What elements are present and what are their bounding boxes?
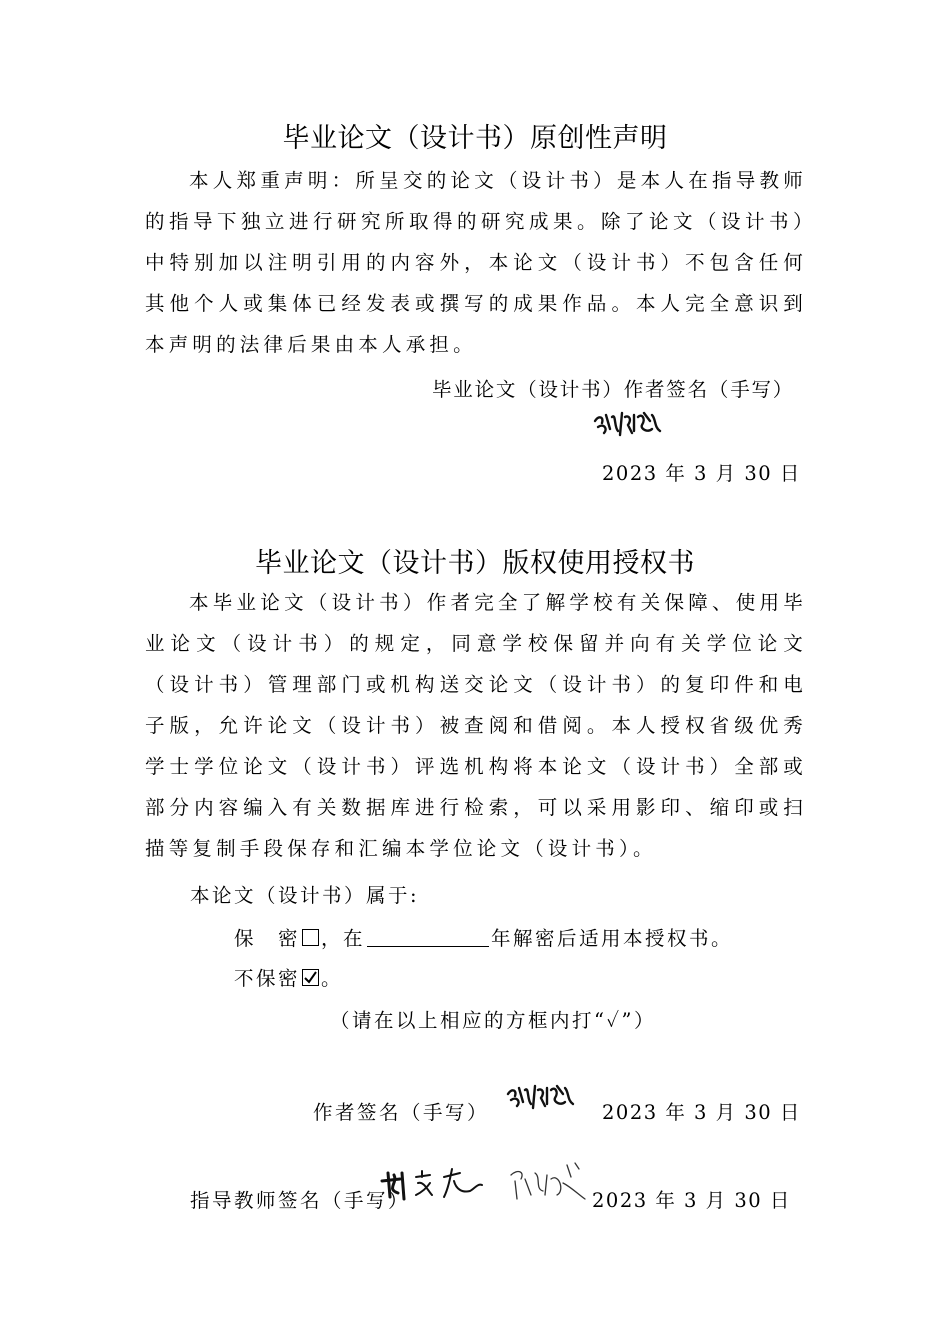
check-mark-icon [303, 970, 318, 985]
empty-checkbox-icon[interactable] [302, 929, 319, 946]
author-handwritten-signature [592, 407, 664, 439]
secret-label: 保 密 [234, 927, 301, 950]
author-handwritten-signature [505, 1080, 577, 1112]
non-secret-suffix: 。 [321, 967, 344, 990]
declaration-signature-label: 毕业论文（设计书）作者签名（手写） [432, 378, 795, 401]
co-advisor-handwritten-signature [505, 1161, 589, 1203]
declaration-body: 本人郑重声明：所呈交的论文（设计书）是本人在指导教师的指导下独立进行研究所取得的研究成果。除了论文（设计书）中特别加以注明引用的内容外，本论文（设计书）不包含任何其他个人或集体已经发表或撰写的成果作品。本人完全意识到本声明的法律后果由本人承担。 [145, 169, 807, 356]
checked-checkbox-icon[interactable] [302, 969, 319, 986]
author-signature-label: 作者签名（手写） [313, 1101, 490, 1124]
declaration-title: 毕业论文（设计书）原创性声明 [282, 123, 668, 154]
belongs-label: 本论文（设计书）属于: [190, 884, 420, 907]
authorization-title: 毕业论文（设计书）版权使用授权书 [255, 548, 695, 579]
author-date: 2023 年 3 月 30 日 [602, 1101, 801, 1124]
instruction-text: （请在以上相应的方框内打“✓”） [330, 1009, 657, 1032]
advisor-handwritten-signature [378, 1163, 490, 1205]
advisor-date: 2023 年 3 月 30 日 [592, 1189, 791, 1212]
declassify-year-blank[interactable] [367, 928, 489, 947]
advisor-signature-label: 指导教师签名（手写） [190, 1189, 411, 1212]
authorization-body: 本毕业论文（设计书）作者完全了解学校有关保障、使用毕业论文（设计书）的规定，同意学校保留并向有关学位论文（设计书）管理部门或机构送交论文（设计书）的复印件和电子版，允许论文（设计书）被查阅和借阅。本人授权省级优秀学士学位论文（设计书）评选机构将本论文（设计书）全部或部分内容编入有关数据库进行检索，可以采用影印、缩印或扫描等复制手段保存和汇编本学位论文（设计书）。 [145, 591, 807, 860]
secret-mid-text: ，在 [321, 927, 366, 950]
non-secret-label: 不保密 [234, 967, 301, 990]
non-secret-option-row [234, 963, 343, 991]
secret-suffix: 年解密后适用本授权书。 [491, 927, 734, 950]
declaration-date: 2023 年 3 月 30 日 [602, 462, 801, 485]
secret-option-row [234, 923, 733, 951]
